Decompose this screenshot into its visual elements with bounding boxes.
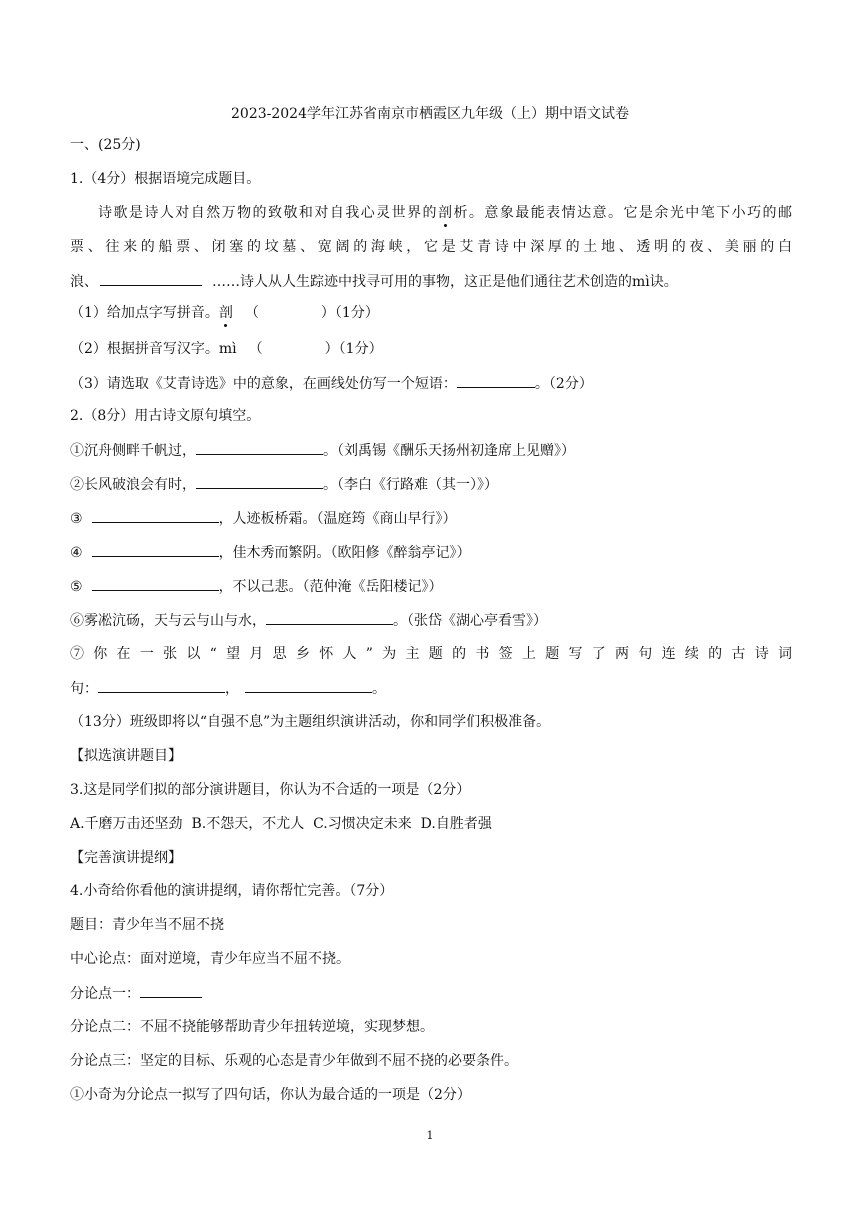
answer-blank[interactable]: [92, 542, 219, 557]
poem-line-7: ⑦你在一张以“望月思乡怀人”为主题的书签上题写了两句连续的古诗词: [70, 646, 792, 662]
section-heading: 一、(25分): [70, 137, 141, 153]
poem-line-1: ①沉舟侧畔千帆过， 。（刘禹锡《酬乐天扬州初逢席上见赠》）: [70, 440, 575, 461]
question-1-sub-2: （2）根据拼音写汉字。mì （ ）（1分）: [70, 341, 383, 357]
question-3-options: A.千磨万击还坚劲 B.不怨天，不尤人 C.习惯决定未来 D.自胜者强: [70, 816, 492, 832]
answer-blank[interactable]: [196, 474, 323, 489]
passage-line-1: 诗歌是诗人对自然万物的致敬和对自我心灵世界的剖析。意象最能表情达意。它是余光中笔下小巧的邮: [98, 205, 792, 221]
question-3-header: 3.这是同学们拟的部分演讲题目，你认为不合适的一项是（2分）: [70, 782, 471, 798]
outline-point-2: 分论点二：不屈不挠能够帮助青少年扭转逆境，实现梦想。: [70, 1019, 434, 1035]
poem-line-7-answers: 句： ， 。: [70, 678, 386, 699]
dotted-character: 剖: [438, 205, 452, 221]
answer-blank[interactable]: [245, 678, 372, 693]
outline-topic: 题目：青少年当不屈不挠: [70, 917, 224, 933]
section-subheading: 【完善演讲提纲】: [70, 850, 182, 866]
page-title: 2023-2024学年江苏省南京市栖霞区九年级（上）期中语文试卷: [231, 106, 629, 122]
answer-blank[interactable]: [92, 576, 219, 591]
question-1-sub-1: （1）给加点字写拼音。剖 （ ）（1分）: [70, 305, 379, 321]
poem-line-2: ②长风破浪会有时， 。（李白《行路难（其一）》）: [70, 474, 498, 495]
poem-line-4: ④ ，佳木秀而繁阴。（欧阳修《醉翁亭记》）: [70, 542, 471, 563]
answer-blank[interactable]: [457, 373, 535, 388]
answer-blank[interactable]: [140, 983, 202, 998]
question-1-header: 1.（4分）根据语境完成题目。: [70, 171, 261, 187]
answer-blank[interactable]: [98, 678, 225, 693]
poem-line-5: ⑤ ，不以己悲。（范仲淹《岳阳楼记》）: [70, 576, 443, 597]
question-1-sub-3: （3）请选取《艾青诗选》中的意象，在画线处仿写一个短语： 。（2分）: [70, 373, 593, 394]
answer-blank[interactable]: [266, 610, 393, 625]
answer-blank[interactable]: [92, 508, 219, 523]
section-subheading: 【拟选演讲题目】: [70, 748, 182, 764]
passage-line-2: 票、往来的船票、闭塞的坟墓、宽阔的海峡，它是艾青诗中深厚的土地、透明的夜、美丽的白: [70, 239, 792, 255]
answer-blank[interactable]: [196, 440, 323, 455]
outline-point-3: 分论点三：坚定的目标、乐观的心态是青少年做到不屈不挠的必要条件。: [70, 1053, 518, 1069]
question-2-header: 2.（8分）用古诗文原句填空。: [70, 408, 261, 424]
page-number: 1: [426, 1129, 434, 1142]
passage-line-3: 浪、 ……诗人从人生踪迹中找寻可用的事物，这正是他们通往艺术创造的mì诀。: [70, 271, 678, 292]
question-4-sub-1: ①小奇为分论点一拟写了四句话，你认为最合适的一项是（2分）: [70, 1087, 471, 1103]
outline-thesis: 中心论点：面对逆境，青少年应当不屈不挠。: [70, 951, 350, 967]
question-4-header: 4.小奇给你看他的演讲提纲，请你帮忙完善。（7分）: [70, 883, 394, 899]
poem-line-6: ⑥雾凇沆砀，天与云与山与水， 。（张岱《湖心亭看雪》）: [70, 610, 547, 631]
poem-line-3: ③ ，人迹板桥霜。（温庭筠《商山早行》）: [70, 508, 457, 529]
answer-blank[interactable]: [100, 271, 202, 286]
dotted-character: 剖: [218, 305, 233, 321]
activity-intro: （13分）班级即将以“自强不息”为主题组织演讲活动，你和同学们积极准备。: [70, 714, 551, 730]
outline-point-1: 分论点一：: [70, 983, 202, 1004]
